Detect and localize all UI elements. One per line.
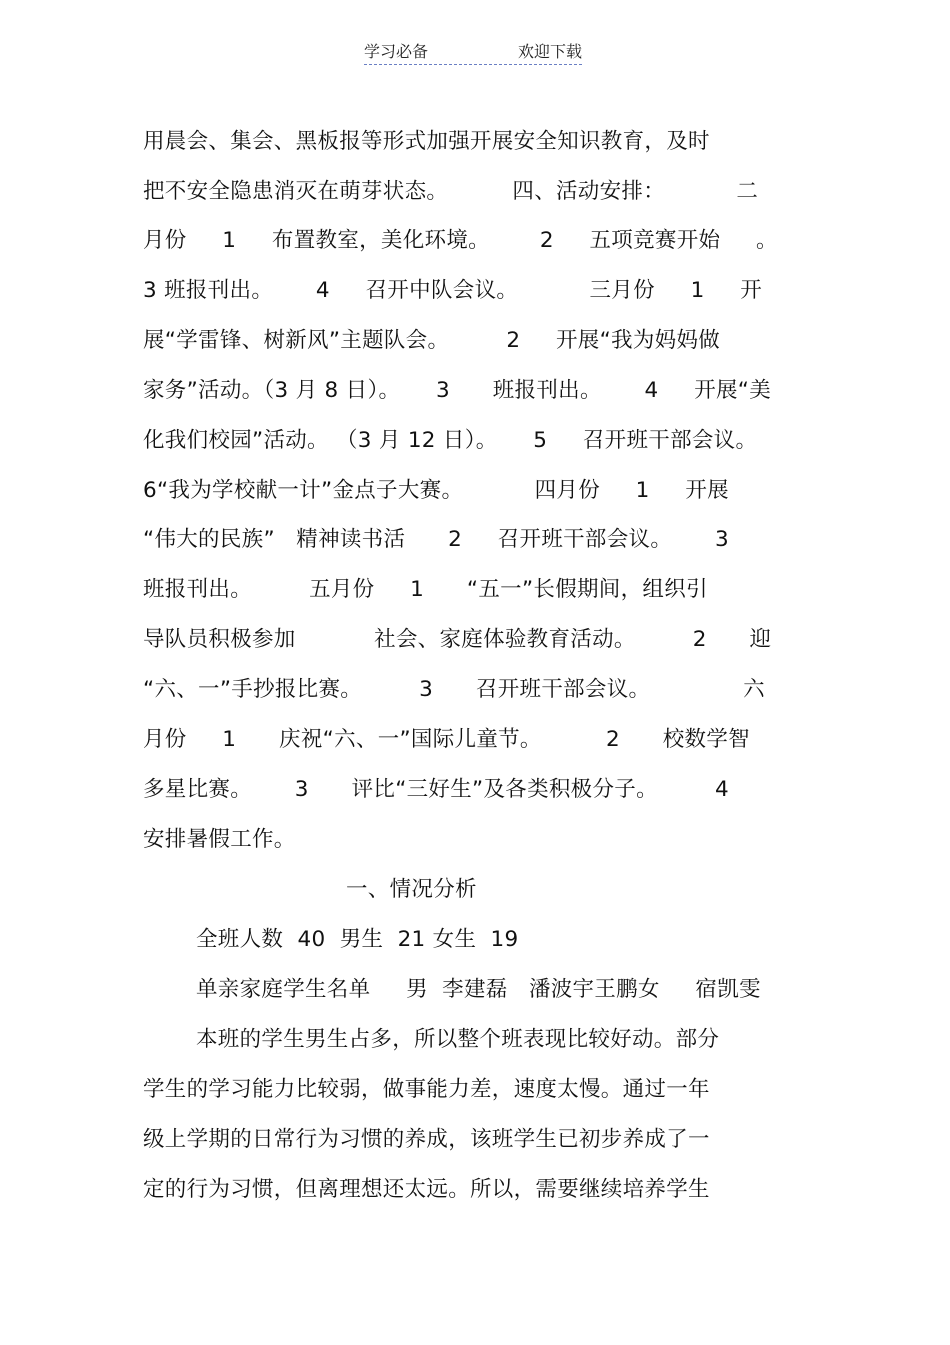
text-line: 学生的学习能力比较弱，做事能力差，速度太慢。通过一年	[143, 1077, 710, 1102]
text-line: 全班人数 40 男生 21 女生 19	[196, 927, 519, 952]
text-line: 把不安全隐患消灭在萌芽状态。 四、活动安排： 二	[143, 179, 759, 204]
text-line: 6“我为学校献一计”金点子大赛。 四月份 1 开展	[143, 478, 729, 503]
text-line: 定的行为习惯，但离理想还太远。所以，需要继续培养学生	[143, 1177, 710, 1202]
text-line: “六、一”手抄报比赛。 3 召开班干部会议。 六	[143, 677, 765, 702]
text-line: 级上学期的日常行为习惯的养成，该班学生已初步养成了一	[143, 1127, 710, 1152]
page-header	[364, 40, 582, 65]
text-line: 单亲家庭学生名单 男 李建磊 潘波宇王鹏女 宿凯雯	[196, 977, 761, 1002]
text-line: 月份 1 布置教室，美化环境。 2 五项竞赛开始 。	[143, 228, 778, 253]
text-line: 安排暑假工作。	[143, 827, 296, 852]
text-line: 化我们校园”活动。 （3 月 12 日）。 5 召开班干部会议。	[143, 428, 758, 453]
header-right-text: 欢迎下载	[517, 42, 582, 61]
text-line: 展“学雷锋、树新风”主题队会。 2 开展“我为妈妈做	[143, 328, 721, 353]
text-line: 用晨会、集会、黑板报等形式加强开展安全知识教育，及时	[143, 129, 710, 154]
text-line: 班报刊出。 五月份 1 “五一”长假期间，组织引	[143, 577, 708, 602]
text-line: 本班的学生男生占多，所以整个班表现比较好动。部分	[196, 1027, 720, 1052]
section-heading: 一、情况分析	[346, 877, 477, 902]
text-line: 多星比赛。 3 评比“三好生”及各类积极分子。 4	[143, 777, 729, 802]
text-line: 家务”活动。（3 月 8 日）。 3 班报刊出。 4 开展“美	[143, 378, 772, 403]
text-line: 3 班报刊出。 4 召开中队会议。 三月份 1 开	[143, 278, 763, 303]
text-line: 导队员积极参加 社会、家庭体验教育活动。 2 迎	[143, 627, 772, 652]
header-left-text: 学习必备	[364, 42, 429, 61]
text-line: “伟大的民族” 精神读书活 2 召开班干部会议。 3	[143, 527, 729, 552]
text-line: 月份 1 庆祝“六、一”国际儿童节。 2 校数学智	[143, 727, 750, 752]
